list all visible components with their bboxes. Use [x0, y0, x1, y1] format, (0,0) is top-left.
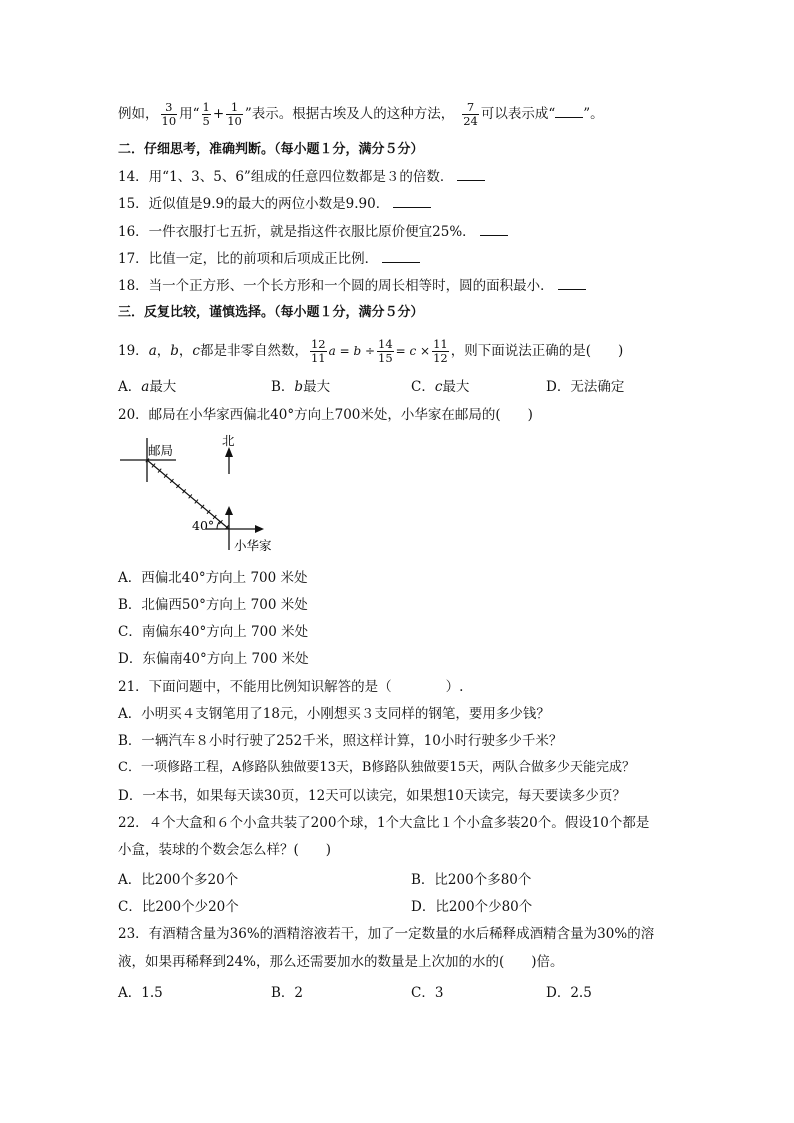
q21-option-b[interactable]: B．一辆汽车８小时行驶了252千米，照这样计算，10小时行驶多少千米？: [118, 733, 563, 749]
question-17: 17．比值一定，比的前项和后项成正比例．: [118, 249, 420, 269]
question-14: 14．用“1、3、5、6”组成的任意四位数都是３的倍数．: [118, 167, 485, 187]
question-22-line-2: 小盒，装球的个数会怎么样？( ): [118, 842, 332, 858]
fraction: $\frac{11}{12}$: [433, 337, 448, 365]
q21-option-d[interactable]: D．一本书，如果每天读30页，12天可以读完，如果想10天读完，每天要读多少页？: [118, 788, 626, 804]
section-heading: 三．反复比较，谨慎选择。（每小题１分，满分５分）: [118, 305, 424, 320]
question-15: 15．近似值是9.9的最大的两位小数是9.90．: [118, 194, 431, 214]
answer-blank[interactable]: [558, 277, 586, 290]
q23-option-c[interactable]: C．3: [411, 985, 444, 1001]
fraction: $\frac{12}{11}$: [310, 337, 326, 365]
q19-option-c[interactable]: C．c最大: [411, 379, 470, 395]
home-north-arrow-icon: [225, 506, 233, 515]
q20-option-c[interactable]: C．南偏东40°方向上 700 米处: [118, 624, 309, 640]
q22-option-d[interactable]: D．比200个少80个: [411, 899, 533, 915]
text: 例如，: [118, 106, 159, 122]
fraction: $\frac{1}{5}$: [202, 100, 210, 128]
answer-blank[interactable]: [393, 195, 431, 208]
question-21: 21．下面问题中，不能用比例知识解答的是（ ）.: [118, 679, 464, 695]
post-office-label: 邮局: [148, 443, 174, 458]
fraction: $\frac{1}{10}$: [227, 100, 242, 128]
direction-diagram: [114, 432, 294, 558]
east-arrow-icon: [255, 525, 264, 533]
q22-option-b[interactable]: B．比200个多80个: [411, 872, 532, 888]
text: ”。: [583, 106, 604, 122]
q20-option-b[interactable]: B．北偏西50°方向上 700 米处: [118, 597, 308, 613]
text: 可以表示成“: [480, 106, 556, 122]
home-label: 小华家: [234, 538, 272, 553]
question-23-line-2: 液，如果再稀释到24%，那么还需要加水的数量是上次加的水的( )倍。: [118, 954, 564, 970]
answer-blank[interactable]: [382, 250, 420, 263]
q23-option-d[interactable]: D．2.5: [546, 985, 592, 1001]
q20-option-d[interactable]: D．东偏南40°方向上 700 米处: [118, 651, 309, 667]
text: ”表示。根据古埃及人的这种方法，: [244, 106, 455, 122]
section-heading: 二．仔细思考，准确判断。（每小题１分，满分５分）: [118, 142, 424, 157]
angle-arc: [217, 521, 220, 529]
north-label: 北: [222, 433, 235, 448]
q21-option-c[interactable]: C．一项修路工程，A修路队独做要13天，B修路队独做要15天，两队合做多少天能完成？: [118, 760, 635, 775]
angle-label: 40°: [192, 518, 215, 533]
question-18: 18．当一个正方形、一个长方形和一个圆的周长相等时，圆的面积最小．: [118, 276, 586, 296]
plus-sign: +: [212, 106, 225, 122]
fraction: $\frac{7}{24}$: [463, 100, 478, 128]
question-23-line-1: 23．有酒精含量为36%的酒精溶液若干，加了一定数量的水后稀释成酒精含量为30%的溶: [118, 926, 655, 942]
q19-option-b[interactable]: B．b最大: [271, 379, 331, 395]
q22-option-a[interactable]: A．比200个多20个: [118, 872, 239, 888]
q21-option-a[interactable]: A．小明买４支钢笔用了18元，小刚想买３支同样的钢笔，要用多少钱？: [118, 706, 550, 722]
fraction: $\frac{14}{15}$: [378, 337, 393, 365]
q23-option-b[interactable]: B．2: [271, 985, 304, 1001]
q20-option-a[interactable]: A．西偏北40°方向上 700 米处: [118, 570, 308, 586]
q22-option-c[interactable]: C．比200个少20个: [118, 899, 239, 915]
answer-blank[interactable]: [457, 168, 485, 181]
example-line: [118, 101, 604, 128]
north-arrow-icon: [225, 447, 233, 457]
question-16: 16．一件衣服打七五折，就是指这件衣服比原价便宜25%．: [118, 222, 508, 242]
question-22-line-1: 22．４个大盒和６个小盒共装了200个球，1个大盒比１个小盒多装20个。假设10个都是: [118, 815, 650, 831]
question-20: 20．邮局在小华家西偏北40°方向上700米处，小华家在邮局的( ): [118, 407, 533, 423]
answer-blank[interactable]: [555, 105, 583, 118]
fraction: $\frac{3}{10}$: [161, 100, 177, 128]
q19-option-a[interactable]: A．a最大: [118, 379, 177, 395]
q19-option-d[interactable]: D．无法确定: [546, 379, 625, 395]
q23-option-a[interactable]: A．1.5: [118, 985, 163, 1001]
question-19: 19．a，b，c都是非零自然数， $\frac{12}{11}$ a = b ÷ $\frac{14}{15}$ = c × $\frac{11}{12}$ ，则下面说法正确的是( ): [118, 337, 624, 365]
text: 用“: [179, 106, 200, 122]
answer-blank[interactable]: [480, 223, 508, 236]
